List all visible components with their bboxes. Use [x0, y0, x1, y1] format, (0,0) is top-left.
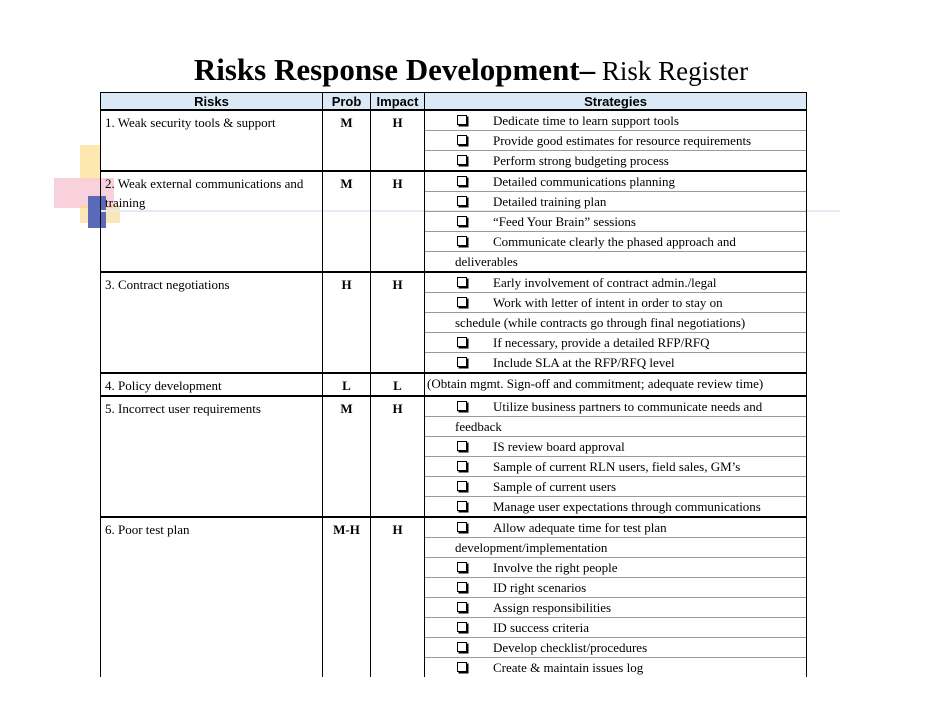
strategy-text: Manage user expectations through communications [493, 499, 761, 514]
strategy-text: Detailed communications planning [493, 174, 675, 189]
prob-cell: M-H [323, 517, 371, 677]
strategies-cell [425, 171, 807, 272]
checkbox-bullet-icon [457, 481, 467, 491]
strategy-text: If necessary, provide a detailed RFP/RFQ [493, 335, 710, 350]
header-prob: Prob [323, 93, 371, 111]
strategy-text: Work with letter of intent in order to stay on [493, 295, 723, 310]
strategy-text: Provide good estimates for resource requirements [493, 133, 752, 148]
strategy-line [425, 638, 806, 658]
strategy-line [425, 172, 806, 192]
strategy-line [425, 618, 806, 638]
checkbox-bullet-icon [457, 582, 467, 592]
checkbox-bullet-icon [457, 562, 467, 572]
strategy-text: schedule (while contracts go through final negotiations) [455, 315, 746, 330]
risk-cell: 3. Contract negotiations [101, 272, 323, 373]
header-impact: Impact [371, 93, 425, 111]
risk-cell: 6. Poor test plan [101, 517, 323, 677]
table-row [101, 110, 807, 171]
strategy-text: ID right scenarios [493, 580, 587, 595]
table-row [101, 171, 807, 272]
strategy-text: (Obtain mgmt. Sign-off and commitment; adequate review time) [427, 376, 764, 391]
impact-cell: H [371, 396, 425, 517]
risk-register-table [100, 92, 807, 677]
checkbox-bullet-icon [457, 662, 467, 672]
impact-cell: H [371, 517, 425, 677]
table-row [101, 396, 807, 517]
checkbox-bullet-icon [457, 357, 467, 367]
strategy-line [425, 353, 806, 372]
checkbox-bullet-icon [457, 337, 467, 347]
strategies-cell [425, 396, 807, 517]
strategy-text: Utilize business partners to communicate needs and [493, 399, 763, 414]
prob-cell: H [323, 272, 371, 373]
impact-cell: L [371, 373, 425, 396]
table-body [101, 110, 807, 677]
strategy-line [425, 232, 806, 252]
strategy-text: “Feed Your Brain” sessions [493, 214, 636, 229]
strategy-line [425, 131, 806, 151]
strategy-text: Assign responsibilities [493, 600, 612, 615]
strategy-text: ID success criteria [493, 620, 590, 635]
strategy-line [425, 212, 806, 232]
strategy-line [425, 658, 806, 677]
strategy-text: Involve the right people [493, 560, 618, 575]
strategy-line [425, 497, 806, 516]
checkbox-bullet-icon [457, 155, 467, 165]
strategy-text: development/implementation [455, 540, 608, 555]
strategy-line [425, 578, 806, 598]
strategy-line [425, 151, 806, 170]
strategy-line [425, 457, 806, 477]
checkbox-bullet-icon [457, 522, 467, 532]
impact-cell: H [371, 110, 425, 171]
risk-cell: 4. Policy development [101, 373, 323, 396]
strategy-line [425, 333, 806, 353]
prob-cell: M [323, 110, 371, 171]
strategy-line [425, 273, 806, 293]
strategy-line [425, 538, 806, 558]
strategy-text: Dedicate time to learn support tools [493, 113, 679, 128]
table-row [101, 272, 807, 373]
checkbox-bullet-icon [457, 297, 467, 307]
risk-cell: 1. Weak security tools & support [101, 110, 323, 171]
strategy-text: Include SLA at the RFP/RFQ level [493, 355, 675, 370]
strategy-line [425, 417, 806, 437]
strategy-line [425, 293, 806, 313]
checkbox-bullet-icon [457, 642, 467, 652]
strategy-text: Detailed training plan [493, 194, 607, 209]
checkbox-bullet-icon [457, 622, 467, 632]
strategy-line [425, 374, 806, 393]
strategy-line [425, 313, 806, 333]
prob-cell: M [323, 171, 371, 272]
impact-cell: H [371, 171, 425, 272]
strategies-cell [425, 272, 807, 373]
strategy-text: Develop checklist/procedures [493, 640, 648, 655]
checkbox-bullet-icon [457, 441, 467, 451]
checkbox-bullet-icon [457, 277, 467, 287]
strategy-text: Perform strong budgeting process [493, 153, 669, 168]
checkbox-bullet-icon [457, 196, 467, 206]
title-bold: Risks Response Development– [193, 52, 596, 87]
title-normal: Risk Register [595, 56, 749, 86]
decorative-square-yellow [80, 145, 101, 181]
checkbox-bullet-icon [457, 176, 467, 186]
strategy-text: feedback [455, 419, 502, 434]
checkbox-bullet-icon [457, 236, 467, 246]
strategy-text: Create & maintain issues log [493, 660, 644, 675]
header-strategies: Strategies [425, 93, 807, 111]
impact-cell: H [371, 272, 425, 373]
header-risks: Risks [101, 93, 323, 111]
checkbox-bullet-icon [457, 216, 467, 226]
slide-title [0, 52, 942, 88]
strategy-line [425, 397, 806, 417]
strategy-line [425, 192, 806, 212]
strategy-line [425, 518, 806, 538]
strategy-text: IS review board approval [493, 439, 625, 454]
strategy-line [425, 558, 806, 578]
strategy-line [425, 477, 806, 497]
strategy-line [425, 598, 806, 618]
checkbox-bullet-icon [457, 401, 467, 411]
risk-cell: 5. Incorrect user requirements [101, 396, 323, 517]
checkbox-bullet-icon [457, 602, 467, 612]
strategies-cell [425, 517, 807, 677]
checkbox-bullet-icon [457, 461, 467, 471]
strategy-text: Allow adequate time for test plan [493, 520, 667, 535]
strategy-text: deliverables [455, 254, 518, 269]
strategies-cell [425, 373, 807, 396]
strategy-text: Communicate clearly the phased approach and [493, 234, 736, 249]
checkbox-bullet-icon [457, 135, 467, 145]
strategy-text: Sample of current users [493, 479, 617, 494]
strategy-line [425, 111, 806, 131]
strategy-line [425, 252, 806, 271]
risk-cell: 2. Weak external communications and training [101, 171, 323, 272]
strategies-cell [425, 110, 807, 171]
strategy-text: Sample of current RLN users, field sales, GM’s [493, 459, 741, 474]
strategy-text: Early involvement of contract admin./legal [493, 275, 717, 290]
checkbox-bullet-icon [457, 501, 467, 511]
checkbox-bullet-icon [457, 115, 467, 125]
table-row [101, 517, 807, 677]
strategy-line [425, 437, 806, 457]
table-row [101, 373, 807, 396]
header-row [101, 93, 807, 111]
prob-cell: M [323, 396, 371, 517]
prob-cell: L [323, 373, 371, 396]
